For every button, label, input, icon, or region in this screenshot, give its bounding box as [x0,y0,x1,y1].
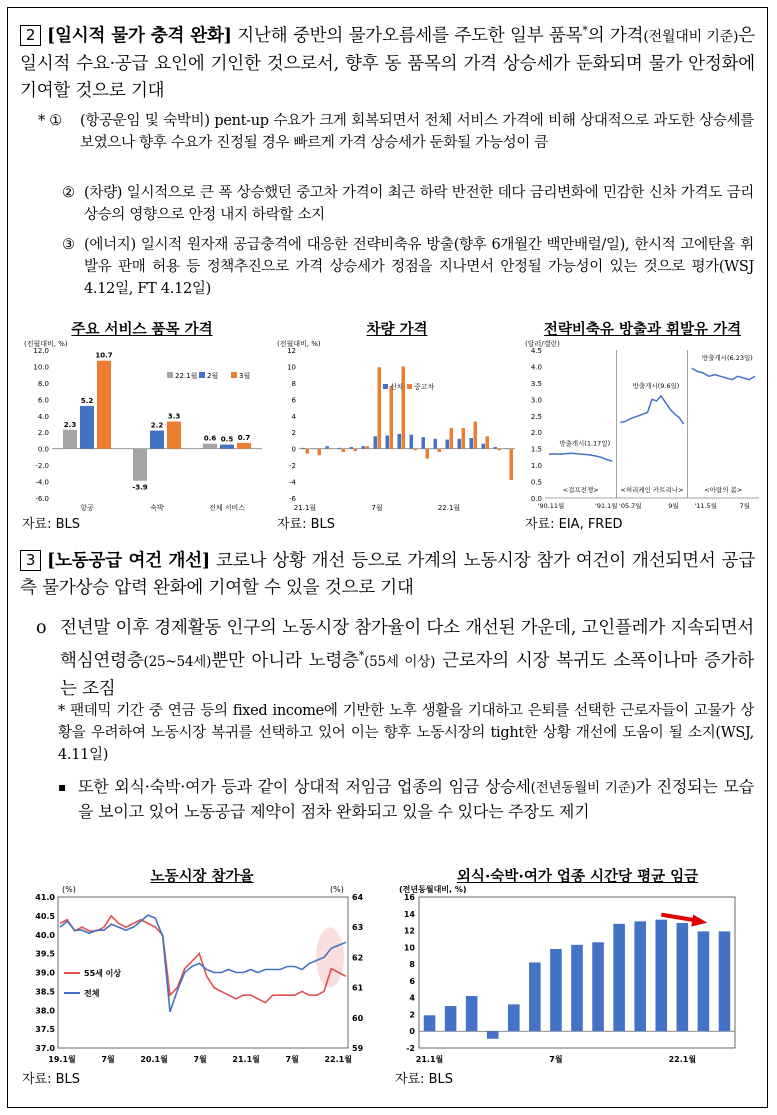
sub-bullet-text-b: 가 진정되는 모습을 보이고 있어 노동공급 제약이 점차 완화되고 있을 수 있다는 주장도 제기 [78,777,754,821]
section-2 [20,17,755,105]
y-tick-label-left: 38.5 [35,987,55,997]
bar [446,440,450,449]
y-tick-label: 2.0 [530,429,542,438]
y-tick-label: -4.0 [35,478,49,487]
highlight-ellipse [316,927,344,987]
bar [510,449,514,480]
x-tick-label: 7월 [101,1055,115,1064]
y-tick-label: -6.0 [35,495,49,503]
bar [330,449,334,450]
bar [338,448,342,449]
chart-1-service-prices [22,338,267,513]
bullet-1-text-c: 근로자의 시장 복귀도 소폭이나마 증가하는 조짐 [60,650,754,699]
y-tick-label: 10 [287,363,296,372]
note-3-mark: ③ [62,237,75,253]
y-tick-label: 8 [291,379,296,388]
series-line [60,916,346,1003]
y-tick-label: 8 [409,960,415,970]
section-number-box: 2 [20,25,41,46]
x-tick-label: 항공 [80,504,94,512]
note-1-text: (항공운임 및 숙박비) pent-up 수요가 크게 회복되면서 전체 서비스 가격에 비해 상대적으로 과도한 상승세를 보였으나 향후 수요가 진정될 경우 빠르게 가격 상승세가 둔화될 가능성이 큼 [80,113,754,151]
panel-label: <아랍의 봄> [704,486,743,494]
bar [698,931,710,1031]
y-tick-label: 2.0 [37,429,49,438]
y-tick-label: 14 [403,909,415,919]
bar [80,406,94,449]
bar [354,449,358,451]
bar [386,436,390,449]
y-axis-label-right: (%) [330,885,344,894]
x-tick-label: '11.5월 [694,502,717,510]
bar [487,1031,499,1039]
y-tick-label: 6 [409,976,415,986]
bar [506,449,510,450]
x-tick-label: 7월 [371,504,383,512]
y-axis-label: (전년동월대비, %) [399,885,467,894]
bullet-mark: o [36,618,47,638]
x-tick-label: 22.1월 [437,504,461,512]
data-label: 5.2 [80,396,94,405]
legend-label: 중고차 [414,383,435,391]
bar [366,446,370,448]
section-3-text: 코로나 상황 개선 등으로 가계의 노동시장 참가 여건이 개선되면서 공급측 물가상승 압력 완화에 기여할 수 있을 것으로 기대 [20,551,755,598]
bar [326,446,330,448]
chart-4-source: 자료: BLS [22,1072,81,1087]
bar [390,386,394,448]
footnote-mark: * [582,24,588,37]
bar [302,448,306,449]
y-tick-label: -4 [289,478,296,487]
bar [342,449,346,452]
data-label: 0.7 [237,433,251,442]
bar [677,923,689,1031]
y-axis-label: (전월대비, %) [24,340,68,348]
bar [494,447,498,449]
y-tick-label: 0.0 [37,445,49,454]
y-tick-label: 12 [403,926,415,936]
sub-bullet [58,775,754,824]
bar [422,437,426,449]
bar [150,431,164,449]
bar [550,949,562,1031]
y-tick-label: 6.0 [37,396,49,405]
bar [470,438,474,449]
x-tick-label: 7월 [193,1055,207,1064]
section-2-text-b: 의 가격 [587,25,644,46]
bar [306,449,310,454]
chart-4-participation [22,883,382,1068]
legend-swatch [407,384,412,389]
annotation: 방출개시(9.6일) [632,382,680,391]
bullet-1-text-a: 전년말 이후 경제활동 인구의 노동시장 참가율이 다소 개선된 가운데, 고인플레가 지속되면서 핵심연령층 [60,618,754,671]
note-3 [62,234,754,300]
chart-5-wages [395,883,755,1068]
bar [529,962,541,1031]
bar [410,435,414,449]
x-tick-label: '05.7월 [619,502,642,510]
x-tick-label: 22.1월 [324,1055,352,1064]
legend-label: 22.1월 [175,372,198,380]
legend-label: 55세 이상 [84,969,122,978]
chart-1-source: 자료: BLS [22,517,81,532]
legend-label: 신차 [390,383,404,391]
x-tick-label: 21.1월 [415,1055,444,1064]
y-tick-label-right: 59 [352,1044,364,1053]
bar [571,945,583,1031]
y-tick-label: 10 [403,943,415,953]
section-number-box: 3 [20,550,41,571]
bullet-1-paren-2: (55세 이상) [364,653,436,670]
y-tick-label: 1.5 [530,445,542,454]
chart-1-title: 주요 서비스 품목 가격 [71,322,213,338]
section-2-lead [20,17,755,105]
section-2-text-a: 지난해 중반의 물가오름세를 주도한 일부 품목 [231,25,583,46]
chart-2-title: 차량 가격 [366,322,428,338]
x-tick-label: 9월 [668,502,679,510]
series-line [549,453,612,461]
data-label: 2.3 [63,420,77,429]
section-3 [20,548,755,602]
legend-swatch [167,372,173,378]
y-tick-label: -2 [289,462,296,471]
note-1 [38,110,754,154]
y-tick-label-left: 40.5 [35,911,55,921]
y-tick-label: 8.0 [37,379,49,388]
bar [314,449,318,450]
footnote-mark: * [358,649,365,662]
y-tick-label: 2 [291,429,296,438]
y-tick-label-right: 64 [352,893,364,902]
series-line [692,368,755,380]
y-tick-label: 10.0 [33,363,49,372]
y-axis-label: (전월대비, %) [277,340,321,348]
bar [613,924,625,1031]
y-tick-label-left: 40.0 [35,930,55,940]
y-tick-label-left: 41.0 [35,893,55,902]
y-tick-label: 6 [291,396,296,405]
sub-bullet-paren: (전년동월비 기준) [530,780,636,796]
y-tick-label: 0 [291,445,296,454]
bar [203,444,217,449]
bar [378,367,382,448]
bar [466,996,478,1031]
bullet-1-text-b: 뿐만 아니라 노령층 [211,650,359,671]
bar [398,434,402,449]
y-tick-label-right: 62 [352,953,364,963]
data-label: 10.7 [95,351,113,360]
bar [482,444,486,449]
data-label: 3.3 [167,412,181,421]
bar [634,921,646,1031]
bar [508,1004,520,1031]
bar [167,422,181,449]
section-2-title: [일시적 물가 충격 완화] [47,25,232,46]
bullet-1-paren-1: (25~54세) [143,653,212,670]
bar [655,920,667,1032]
chart-5-title: 외식·숙박·여가 업종 시간당 평균 임금 [456,869,699,885]
y-tick-label: 4.0 [37,412,49,421]
bar [414,449,418,451]
y-tick-label-left: 38.0 [35,1006,55,1016]
note-2 [62,182,754,226]
x-tick-label: 22.1월 [668,1055,697,1064]
bar [133,449,147,481]
y-tick-label: 4.0 [530,363,542,372]
y-axis-label: (달러/갤런) [525,340,560,348]
y-tick-label: 0 [409,1027,415,1037]
y-tick-label: 0.5 [530,478,542,487]
legend-swatch [383,384,388,389]
legend-swatch [231,372,237,378]
chart-5-source: 자료: BLS [395,1072,454,1087]
bar [438,449,442,452]
section-3-title: [노동공급 여건 개선] [47,551,210,571]
section-3-lead [20,548,755,602]
chart-2-source: 자료: BLS [277,517,336,532]
bar [220,445,234,449]
bar [237,443,251,449]
legend-label: 3월 [239,372,251,380]
sub-bullet-mark: ▪ [58,780,66,794]
panel-label: <허리케인 카트리나> [620,486,684,494]
chart-3-oil-release [523,338,763,513]
bar [450,428,454,449]
y-tick-label-right: 63 [352,923,364,933]
x-tick-label: 전체 서비스 [208,504,246,512]
x-tick-label: 7월 [739,502,750,510]
data-label: 0.5 [220,435,234,444]
x-tick-label: 20.1월 [140,1055,168,1064]
note-1-mark: * ① [38,113,62,129]
section-2-paren: (전월대비 기준) [643,28,739,45]
y-tick-label: 3.5 [530,379,542,388]
annotation: 방출개시(1.17일) [559,439,611,448]
bar [318,449,322,456]
data-label: 0.6 [203,434,217,443]
y-tick-label: 2 [409,1010,415,1020]
bar [402,366,406,448]
note-2-mark: ② [62,185,75,201]
note-3-text: (에너지) 일시적 원자재 공급충격에 대응한 전략비축유 방출(향후 6개월간 백만배럴/일), 한시적 고에탄올 휘발유 판매 허용 등 정책추진으로 가격 상승세가 정점을 지나면서 안정될 가능성이 있는 것으로 평가(WSJ 4.12일, FT 4.12일) [84,237,754,297]
y-tick-label: 12 [287,347,296,355]
bar [362,446,366,448]
bar [486,436,490,448]
bar [445,1006,457,1031]
note-2-text: (차량) 일시적으로 큰 폭 상승했던 중고차 가격이 최근 하락 반전한 데다 금리변화에 민감한 신차 가격도 금리상승의 영향으로 안정 내지 하락할 소지 [84,185,754,223]
chart-2-vehicle-prices [275,338,520,513]
y-tick-label-left: 39.5 [35,949,55,959]
y-tick-label-right: 61 [352,983,364,993]
bar [374,436,378,448]
bar [462,428,466,449]
y-tick-label: 16 [403,893,415,902]
x-tick-label: 19.1월 [48,1055,76,1064]
y-tick-label: 4 [291,412,296,421]
chart-4-title: 노동시장 참가율 [150,869,254,885]
y-axis-label-left: (%) [62,885,76,894]
section-2-text-c: 은 일시적 수요·공급 요인에 기인한 것으로서, 향후 동 품목의 가격 상승세가 둔화되며 물가 안정화에 기여할 것으로 기대 [20,25,756,101]
bar [434,439,438,449]
x-tick-label: 21.1월 [232,1055,260,1064]
x-tick-label: 7월 [285,1055,299,1064]
x-tick-label: 숙박 [150,504,164,512]
legend-label: 전체 [84,989,100,998]
series-line [620,396,683,424]
y-tick-label: 2.5 [530,412,542,421]
y-tick-label: 12.0 [33,347,49,355]
sub-bullet-text-a: 또한 외식·숙박·여가 등과 같이 상대적 저임금 업종의 임금 상승세 [78,777,531,796]
data-label: 2.2 [150,421,164,430]
data-label: -3.9 [132,483,148,492]
bullet-1 [36,615,754,703]
y-tick-label-right: 60 [352,1013,364,1023]
y-tick-label: -6 [289,495,296,503]
y-tick-label-left: 37.5 [35,1025,55,1035]
x-tick-label: 7월 [549,1055,563,1064]
section-3-note: * 팬데믹 기간 중 연금 등의 fixed income에 기반한 노후 생활을 기대하고 은퇴를 선택한 근로자들이 고물가 상황을 우려하여 노동시장 복귀를 선택하고 있어 이는 향후 노동시장의 tight한 상황 개선에 도움이 될 소지(WSJ, 4.11일) [58,703,754,763]
legend-swatch [199,372,205,378]
bar [97,361,111,449]
bar [592,942,604,1031]
y-tick-label: 4.5 [530,347,542,355]
y-tick-label-left: 37.0 [35,1044,55,1053]
y-tick-label: 0.0 [530,495,542,503]
panel-label: <걸프전쟁> [562,486,599,494]
bar [474,422,478,449]
x-tick-label: '91.1월 [595,502,618,510]
y-tick-label: 3.0 [530,396,542,405]
trend-arrow-head [691,915,707,927]
y-tick-label: 4 [409,993,415,1003]
chart-3-title: 전략비축유 방출과 휘발유 가격 [543,322,742,338]
bar [350,447,354,449]
bar [424,1015,436,1031]
bar [719,931,731,1031]
legend-label: 2월 [207,372,219,380]
chart-3-source: 자료: EIA, FRED [525,517,623,532]
bar [498,449,502,451]
y-tick-label: -2.0 [35,462,49,471]
y-tick-label-left: 39.0 [35,968,55,978]
bar [426,449,430,459]
x-tick-label: '90.11월 [537,502,565,510]
y-tick-label: 1.0 [530,462,542,471]
bar [458,439,462,449]
y-tick-label: -2 [406,1044,415,1053]
bar [63,430,77,449]
annotation: 방출개시(6.23일) [701,354,753,363]
x-tick-label: 21.1월 [293,504,317,512]
